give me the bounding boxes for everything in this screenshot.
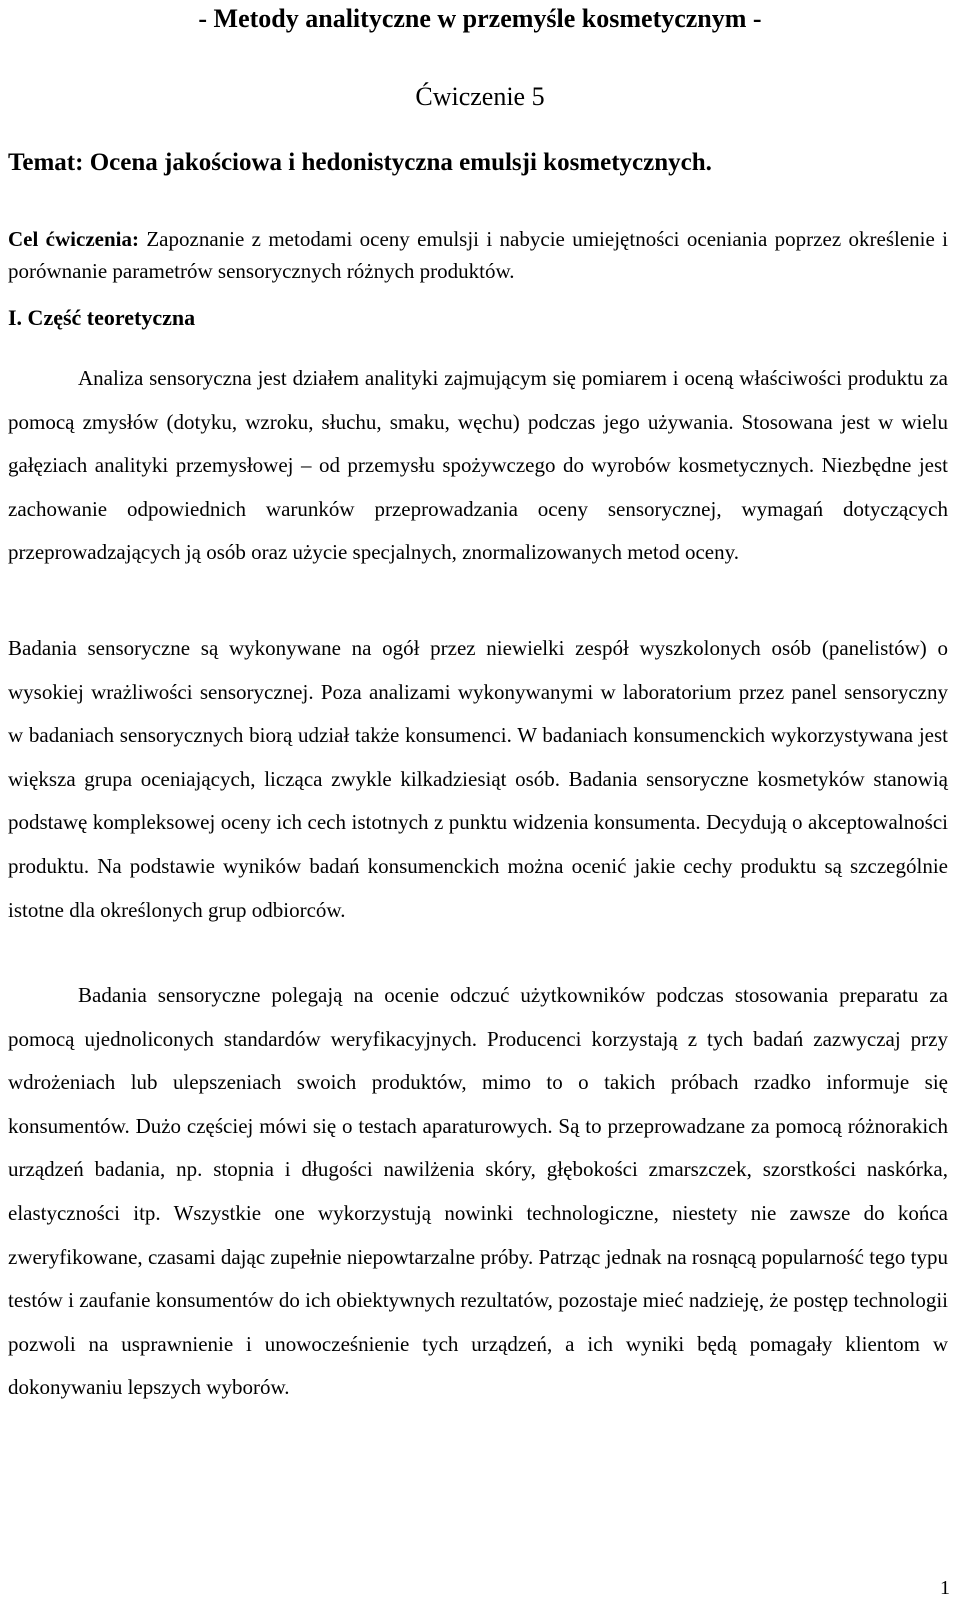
goal-label: Cel ćwiczenia:	[8, 227, 139, 251]
goal-paragraph	[8, 223, 948, 287]
exercise-title: Ćwiczenie 5	[415, 82, 545, 111]
paragraph-2: Badania sensoryczne są wykonywane na ogół przez niewielki zespół wyszkolonych osób (panelistów) o wysokiej wrażliwości sensorycznej. Poza analizami wykonywanymi w laboratorium przez panel sensoryczny w badaniach sensorycznych biorą udział także konsumenci. W badaniach konsumenckich wykorzystywana jest większa grupa oceniających, licząca zwykle kilkadziesiąt osób. Badania sensoryczne kosmetyków stanowią podstawę kompleksowej oceny ich cech istotnych z punktu widzenia konsumenta. Decydują o akceptowalności produktu. Na podstawie wyników badań konsumenckich można ocenić jakie cechy produktu są szczególnie istotne dla określonych grup odbiorców.	[8, 636, 948, 922]
section-heading: I. Część teoretyczna	[8, 305, 196, 330]
topic-line: Temat: Ocena jakościowa i hedonistyczna emulsji kosmetycznych.	[8, 149, 712, 176]
goal-text: Zapoznanie z metodami oceny emulsji i nabycie umiejętności oceniania poprzez określenie i porównanie parametrów sensorycznych różnych produktów.	[8, 227, 948, 283]
course-title: - Metody analityczne w przemyśle kosmetycznym -	[198, 4, 762, 33]
paragraph-3: Badania sensoryczne polegają na ocenie odczuć użytkowników podczas stosowania preparatu za pomocą ujednoliconych standardów weryfikacyjnych. Producenci korzystają z tych badań zazwyczaj przy wdrożeniach lub ulepszeniach swoich produktów, mimo to o takich próbach rzadko informuje się konsumentów. Dużo częściej mówi się o testach aparaturowych. Są to przeprowadzane za pomocą różnorakich urządzeń badania, np. stopnia i długości nawilżenia skóry, głębokości zmarszczek, szorstkości naskórka, elastyczności itp. Wszystkie one wykorzystują nowinki technologiczne, niestety nie zawsze do końca zweryfikowane, czasami dając zupełnie niepowtarzalne próby. Patrząc jednak na rosnącą popularność tego typu testów i zaufanie konsumentów do ich obiektywnych rezultatów, pozostaje mieć nadzieję, że postęp technologii pozwoli na usprawnienie i unowocześnienie tych urządzeń, a ich wyniki będą pomagały klientom w dokonywaniu lepszych wyborów.	[8, 983, 948, 1400]
page-number: 1	[940, 1577, 950, 1599]
paragraph-1: Analiza sensoryczna jest działem analityki zajmującym się pomiarem i oceną właściwości produktu za pomocą zmysłów (dotyku, wzroku, słuchu, smaku, węchu) podczas jego używania. Stosowana jest w wielu gałęziach analityki przemysłowej – od przemysłu spożywczego do wyrobów kosmetycznych. Niezbędne jest zachowanie odpowiednich warunków przeprowadzania oceny sensorycznej, wymagań dotyczących przeprowadzających ją osób oraz użycie specjalnych, znormalizowanych metod oceny.	[8, 366, 948, 565]
